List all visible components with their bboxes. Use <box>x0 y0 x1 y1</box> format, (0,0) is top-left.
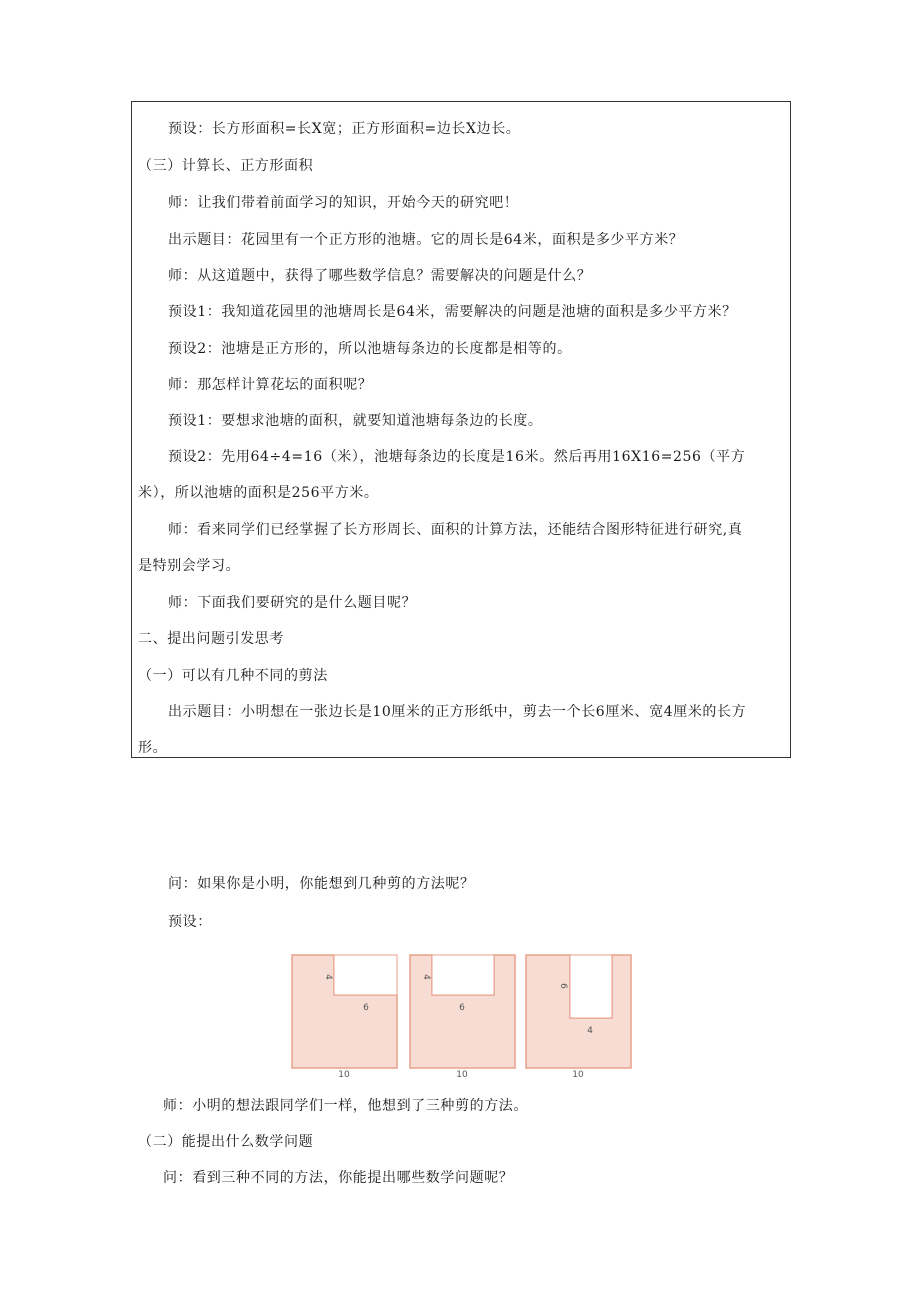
side-label: 4 <box>421 974 431 980</box>
teacher-line: 师：从这道题中，获得了哪些数学信息？需要解决的问题是什么？ <box>168 268 592 284</box>
inner-label: 6 <box>363 1003 369 1013</box>
problem-statement: 出示题目：小明想在一张边长是10厘米的正方形纸中，剪去一个长6厘米、宽4厘米的长方 <box>168 704 747 720</box>
bottom-label: 10 <box>572 1070 584 1080</box>
problem-statement: 出示题目：花园里有一个正方形的池塘。它的周长是64米，面积是多少平方米？ <box>168 232 684 248</box>
inner-label: 4 <box>587 1026 593 1036</box>
side-label: 6 <box>558 983 568 989</box>
section-heading-2: 二、提出问题引发思考 <box>138 631 284 647</box>
subsection-heading-1: （一）可以有几种不同的剪法 <box>138 668 328 684</box>
preset-line: 预设1：要想求池塘的面积，就要知道池塘每条边的长度。 <box>168 413 543 429</box>
preset-label: 预设： <box>168 914 212 930</box>
problem-statement-continued: 形。 <box>138 740 168 756</box>
side-label: 4 <box>323 974 333 980</box>
teacher-line-continued: 是特别会学习。 <box>138 558 241 574</box>
cut-out-rectangle <box>334 955 397 995</box>
cut-method-2 <box>410 955 515 1080</box>
question-line: 问：如果你是小明，你能想到几种剪的方法呢？ <box>168 876 475 892</box>
cut-methods-figure <box>290 950 636 1080</box>
preset-line-continued: 米），所以池塘的面积是256平方米。 <box>138 485 379 501</box>
preset-line: 预设2：池塘是正方形的，所以池塘每条边的长度都是相等的。 <box>168 341 572 357</box>
subsection-heading-2: （二）能提出什么数学问题 <box>138 1134 314 1150</box>
preset-line: 预设1：我知道花园里的池塘周长是64米，需要解决的问题是池塘的面积是多少平方米？ <box>168 304 737 320</box>
cut-out-rectangle <box>570 955 612 1018</box>
cut-methods-diagram <box>290 950 636 1080</box>
cut-method-1 <box>292 955 397 1080</box>
teacher-line: 师：看来同学们已经掌握了长方形周长、面积的计算方法，还能结合图形特征进行研究,真 <box>168 522 743 538</box>
teacher-line: 师：小明的想法跟同学们一样，他想到了三种剪的方法。 <box>163 1098 528 1114</box>
question-line: 问：看到三种不同的方法，你能提出哪些数学问题呢？ <box>163 1170 514 1186</box>
teacher-line: 师：那怎样计算花坛的面积呢？ <box>168 377 373 393</box>
preset-area-formula: 预设：长方形面积=长X宽；正方形面积=边长X边长。 <box>168 121 521 137</box>
bottom-label: 10 <box>338 1070 350 1080</box>
cut-out-rectangle <box>432 955 494 995</box>
teacher-line: 师：下面我们要研究的是什么题目呢？ <box>168 595 417 611</box>
inner-label: 6 <box>459 1003 465 1013</box>
teacher-line: 师：让我们带着前面学习的知识，开始今天的研究吧！ <box>168 195 519 211</box>
preset-line: 预设2：先用64÷4=16（米），池塘每条边的长度是16米。然后再用16X16=256（平方 <box>168 449 746 465</box>
cut-method-3 <box>526 955 631 1080</box>
bottom-label: 10 <box>456 1070 468 1080</box>
section-heading-3: （三）计算长、正方形面积 <box>138 158 314 174</box>
